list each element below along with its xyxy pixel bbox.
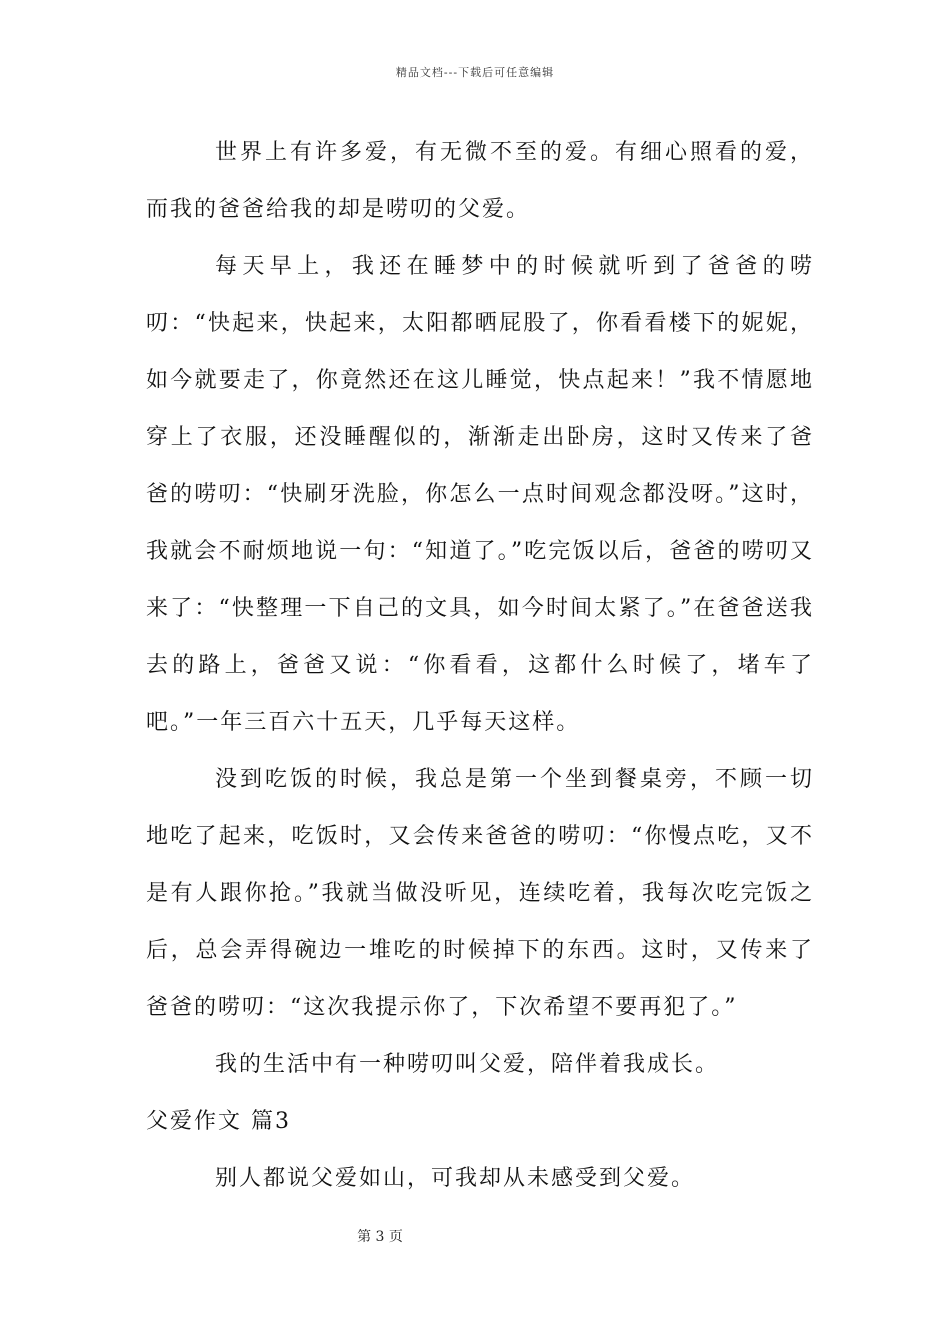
- paragraph-section-3: 别人都说父爱如山，可我却从未感受到父爱。: [215, 1166, 696, 1191]
- page-number: 第 3 页: [357, 1229, 403, 1245]
- paragraph-morning: 每天早上，我还在睡梦中的时候就听到了爸爸的唠叨：“快起来，快起来，太阳都晒屁股了，你看看楼下的妮妮，如今就要走了，你竟然还在这儿睡觉，快点起来！”我不情愿地穿上了衣服，还没睡醒似的，渐渐走出卧房，这时又传来了爸爸的唠叨：“快刷牙洗脸，你怎么一点时间观念都没呀。”这时，我就会不耐烦地说一句：“知道了。”吃完饭以后，爸爸的唠叨又来了：“快整理一下自己的文具，如今时间太紧了。”在爸爸送我去的路上，爸爸又说：“你看看，这都什么时候了，堵车了吧。”一年三百六十五天，几乎每天这样。: [146, 254, 814, 735]
- paragraph-conclusion: 我的生活中有一种唠叨叫父爱，陪伴着我成长。: [215, 1052, 720, 1077]
- paragraph-meal: 没到吃饭的时候，我总是第一个坐到餐桌旁，不顾一切地吃了起来，吃饭时，又会传来爸爸的唠叨：“你慢点吃，又不是有人跟你抢。”我就当做没听见，连续吃着，我每次吃完饭之后，总会弄得碗边一堆吃的时候掉下的东西。这时，又传来了爸爸的唠叨：“这次我提示你了，下次希望不要再犯了。”: [146, 767, 814, 1020]
- page-header: 精品文档---下载后可任意编辑: [395, 66, 555, 79]
- paragraph-intro: 世界上有许多爱，有无微不至的爱。有细心照看的爱，而我的爸爸给我的却是唠叨的父爱。: [146, 140, 814, 222]
- section-title: 父爱作文 篇3: [146, 1109, 291, 1134]
- document-body: [146, 124, 814, 1207]
